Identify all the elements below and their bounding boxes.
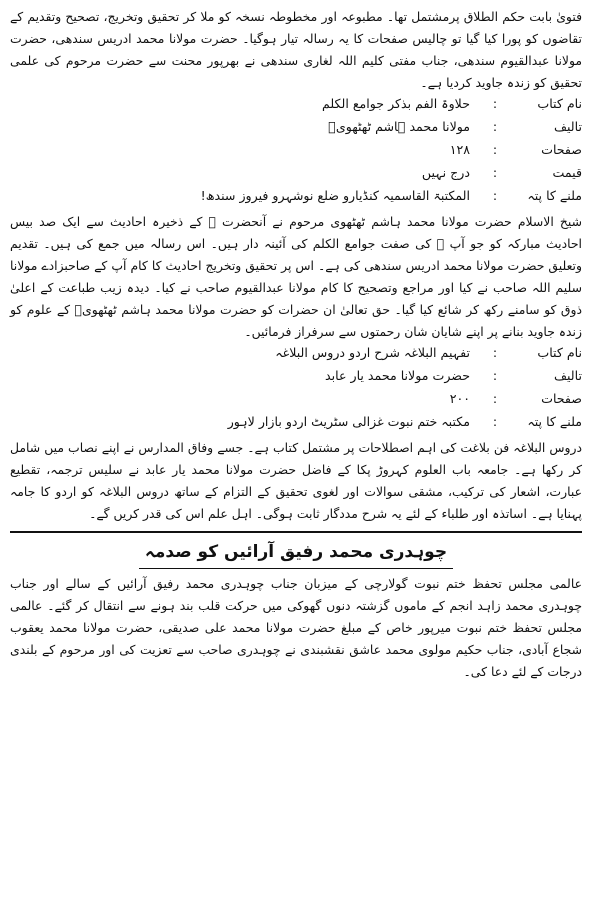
value: ۲۰۰ [449, 391, 470, 406]
book2-row-title [10, 345, 582, 368]
label: نام کتاب [537, 345, 582, 360]
label: تالیف [553, 119, 582, 134]
colon: : [492, 345, 498, 360]
value: المکتبۃ القاسمیہ کنڈیارو ضلع نوشہرو فیروز سندھ! [200, 188, 470, 203]
value: مکتبہ ختم نبوت غزالی سٹریٹ اردو بازار لاہور [227, 414, 470, 429]
book2-row-author [10, 368, 582, 391]
colon: : [492, 165, 498, 180]
value: حلاوۃ الفم بذکر جوامع الکلم [321, 96, 470, 111]
intro-paragraph: فتویٰ بابت حکم الطلاق پرمشتمل تھا۔ مطبوعہ اور مخطوطہ نسخہ کو ملا کر تحقیق وتخریج، تصحیح وتقدیم کے تقاضوں کو پورا کیا گیا تو چالیس صفحات کا یہ رسالہ تیار ہوگیا۔ حضرت مولانا محمد ادریس سندھی، حضرت مولانا عبدالقیوم سندھی، جناب مفتی کلیم اللہ لغاری سندھی نے بھرپور محنت سے حضرت مرحوم کی علمی تحقیق کو زندہ جاوید کردیا ہے۔ [10, 9, 582, 90]
section-divider [10, 531, 582, 533]
label: صفحات [541, 142, 582, 157]
label: تالیف [553, 368, 582, 383]
book2-details [10, 345, 582, 437]
book1-row-pages [10, 142, 582, 165]
book1-row-price [10, 165, 582, 188]
value: حضرت مولانا محمد یار عابد [325, 368, 470, 383]
magazine-page [10, 6, 582, 683]
colon: : [492, 96, 498, 111]
label: ملنے کا پتہ [527, 414, 582, 429]
label: قیمت [552, 165, 582, 180]
label: ملنے کا پتہ [527, 188, 582, 203]
colon: : [492, 391, 498, 406]
colon: : [492, 188, 498, 203]
value: تفہیم البلاغہ شرح اردو دروس البلاغہ [275, 345, 470, 360]
book1-row-title [10, 96, 582, 119]
obituary-text: عالمی مجلس تحفظ ختم نبوت گولارچی کے میزبان جناب چوہدری محمد رفیق آرائیں کے سالے اور جناب چوہدری محمد زاہد انجم کے ماموں گزشتہ دنوں گھوکی میں حرکت قلب بند ہونے سے انتقال کر گئے۔ عالمی مجلس تحفظ ختم نبوت میرپور خاص کے مبلغ حضرت مولانا محمد علی صدیقی، حضرت مولانا محمد یعقوب شجاع آبادی، جناب حکیم مولوی محمد عاشق نقشبندی نے چوہدری صاحب سے تعزیت کی اور مرحوم کے بلندی درجات کے لئے دعا کی۔ [10, 576, 582, 679]
colon: : [492, 142, 498, 157]
colon: : [492, 368, 498, 383]
book1-details [10, 96, 582, 211]
book1-row-author [10, 119, 582, 142]
obituary-heading [10, 537, 582, 569]
value: درج نہیں [421, 165, 470, 180]
value: ۱۲۸ [449, 142, 470, 157]
book2-review: دروس البلاغہ فن بلاغت کی اہم اصطلاحات پر مشتمل کتاب ہے۔ جسے وفاق المدارس نے اپنے نصاب میں شامل کر رکھا ہے۔ جامعہ باب العلوم کہروڑ پکا کے فاضل حضرت مولانا محمد یار عابد نے سلیس ترجمہ، تقطیع عبارت، اشعار کی ترکیب، مشقی سوالات اور لغوی تحقیق کے التزام کے ساتھ دروس البلاغہ کو اردو کا جامہ پہنایا ہے۔ اساتذہ اور طلباء کے لئے یہ شرح مددگار ثابت ہوگی۔ اہل علم اس کی قدر کریں گے۔ [10, 440, 582, 521]
book2-row-pages [10, 391, 582, 414]
obituary-title: چوہدری محمد رفیق آرائیں کو صدمہ [139, 537, 453, 569]
value: مولانا محمد ہاشم ٹھٹھویؒ [328, 119, 470, 134]
book1-review: شیخ الاسلام حضرت مولانا محمد ہاشم ٹھٹھوی مرحوم نے آنحضرت ﷺ کے ذخیرہ احادیث سے ایک صد بیس احادیث مبارکہ کو جو آپ ﷺ کی صفت جوامع الکلم کی آئینہ دار ہیں۔ اس رسالہ میں جمع کی ہیں۔ تقدیم وتعلیق حضرت مولانا محمد ادریس سندھی کی ہے۔ اس پر تحقیق وتخریج احادیث کا کام آپ کے صاحبزادے مولانا سلیم اللہ صاحب نے کیا اور مراجع وتصحیح کا کام مولانا عبدالقیوم صاحب نے کیا۔ دیدہ زیب طباعت کے اعلیٰ ذوق کو سامنے رکھ کر شائع کیا گیا۔ حق تعالیٰ ان حضرات کو حضرت مولانا محمد ہاشم ٹھٹھویؒ کے علوم کو زندہ جاوید بنانے پر اپنے شایان شان رحمتوں سے سرفراز فرمائیں۔ [10, 214, 582, 339]
book2-row-address [10, 414, 582, 437]
label: صفحات [541, 391, 582, 406]
colon: : [492, 414, 498, 429]
book1-row-address [10, 188, 582, 211]
colon: : [492, 119, 498, 134]
label: نام کتاب [537, 96, 582, 111]
